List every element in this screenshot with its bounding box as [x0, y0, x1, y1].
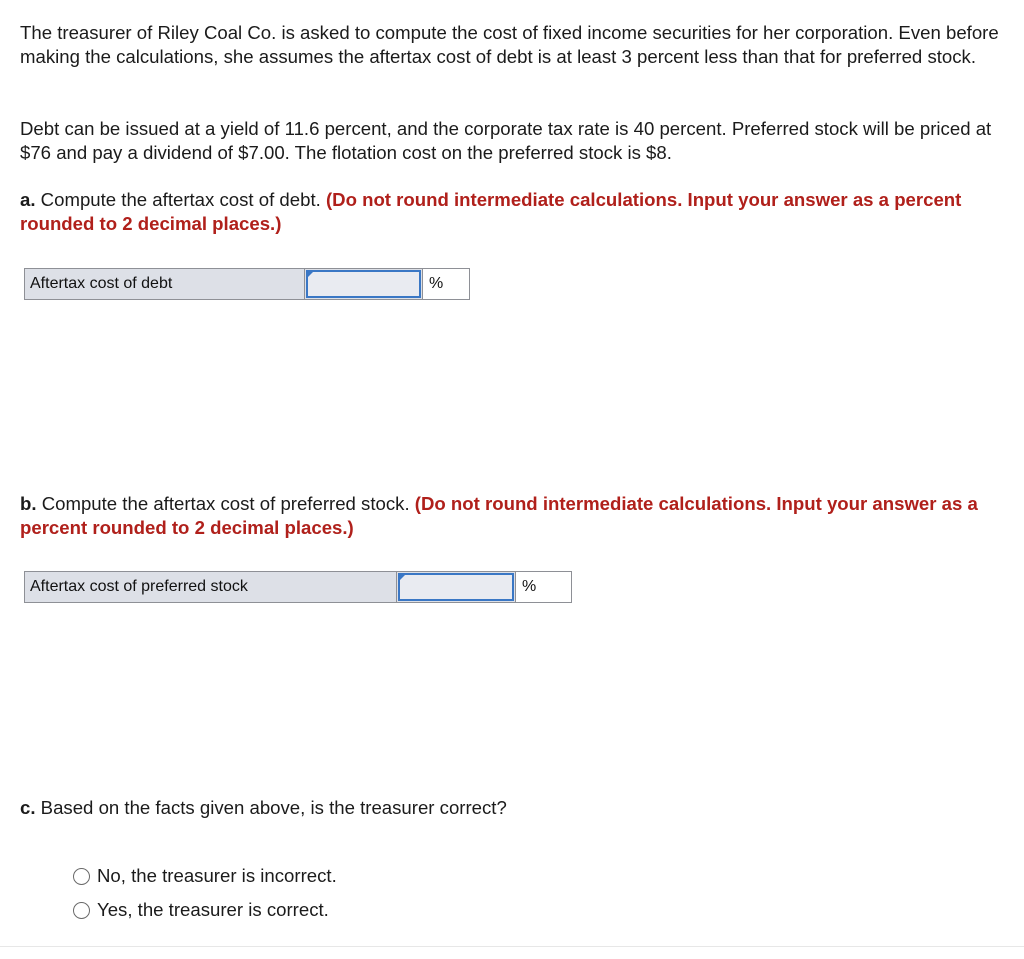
aftertax-cost-of-debt-input[interactable] [306, 270, 421, 298]
intro-paragraph-2: Debt can be issued at a yield of 11.6 percent, and the corporate tax rate is 40 percent. Preferred stock will be priced at $76 and pay a dividend of $7.00. The flotation cost on the preferred stock is $8. [20, 118, 992, 163]
part-c-question-text: Based on the facts given above, is the treasurer correct? [35, 797, 507, 818]
part-a-question-text: Compute the aftertax cost of debt. [35, 189, 326, 210]
bottom-divider [0, 946, 1024, 947]
part-b-instruction: (Do not round intermediate calculations. Input your answer as a percent rounded to 2 decimal places.) [20, 493, 978, 538]
radio-option-yes[interactable] [73, 898, 329, 922]
radio-option-no[interactable] [73, 864, 337, 888]
part-a-letter: a. [20, 189, 36, 210]
intro-paragraph-1: The treasurer of Riley Coal Co. is asked to compute the cost of fixed income securities for her corporation. Even before making the calculations, she assumes the aftertax cost of debt is at least 3 percent less than that for preferred stock. [20, 22, 999, 67]
part-a-answer-row [24, 268, 470, 300]
part-a-row-label: Aftertax cost of debt [24, 268, 304, 300]
part-a-instruction: (Do not round intermediate calculations. Input your answer as a percent rounded to 2 decimal places.) [20, 189, 962, 234]
input-corner-marker-icon [399, 574, 406, 581]
part-b-letter: b. [20, 493, 37, 514]
part-a-input-cell [304, 268, 422, 300]
part-b-answer-row [24, 571, 572, 603]
aftertax-cost-of-preferred-stock-input[interactable] [398, 573, 514, 601]
radio-button-icon[interactable] [73, 902, 90, 919]
part-a-question [20, 188, 1005, 236]
part-b-question [20, 492, 1005, 540]
radio-button-icon[interactable] [73, 868, 90, 885]
part-a-percent-unit: % [422, 268, 470, 300]
part-b-question-text: Compute the aftertax cost of preferred stock. [36, 493, 415, 514]
part-c-question [20, 796, 1005, 820]
radio-option-label: No, the treasurer is incorrect. [97, 865, 337, 886]
part-b-row-label: Aftertax cost of preferred stock [24, 571, 396, 603]
part-c-letter: c. [20, 797, 36, 818]
radio-option-label: Yes, the treasurer is correct. [97, 899, 329, 920]
input-corner-marker-icon [307, 271, 314, 278]
part-b-percent-unit: % [515, 571, 572, 603]
part-b-input-cell [396, 571, 515, 603]
